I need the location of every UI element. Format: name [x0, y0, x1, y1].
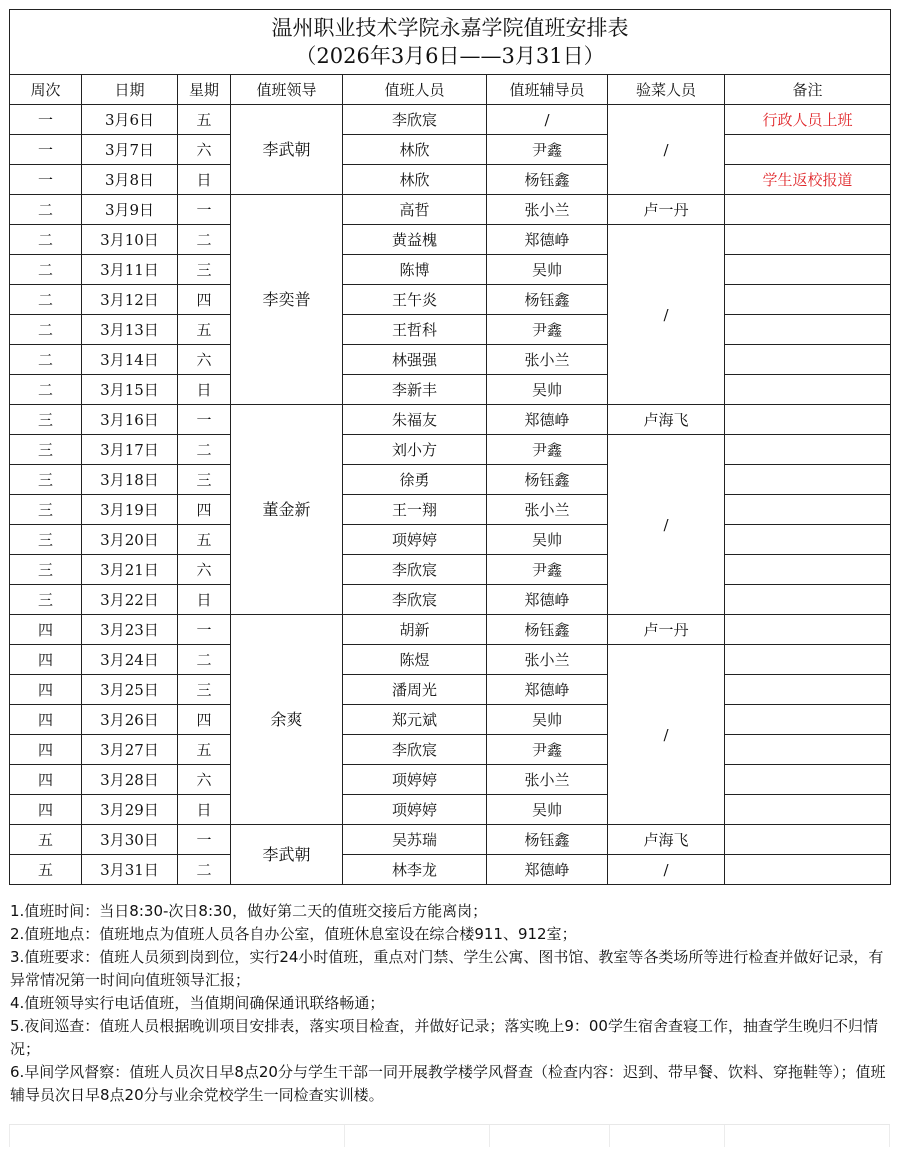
header-week: 周次	[10, 75, 82, 105]
staff-cell: 项婷婷	[343, 765, 487, 795]
date-cell: 3月28日	[82, 765, 178, 795]
remark-cell	[725, 705, 891, 735]
counselor-cell: 杨钰鑫	[487, 465, 608, 495]
date-cell: 3月21日	[82, 555, 178, 585]
table-row	[10, 855, 891, 885]
table-row	[10, 765, 891, 795]
date-cell: 3月29日	[82, 795, 178, 825]
leader-cell: 李武朝	[231, 825, 343, 885]
weekday-cell: 六	[178, 345, 231, 375]
weekday-cell: 一	[178, 195, 231, 225]
staff-cell: 高哲	[343, 195, 487, 225]
weekday-cell: 四	[178, 495, 231, 525]
week-cell: 一	[10, 135, 82, 165]
remark-cell: 学生返校报道	[725, 165, 891, 195]
counselor-cell: 杨钰鑫	[487, 825, 608, 855]
note-item: 1.值班时间：当日8:30-次日8:30，做好第二天的值班交接后方能离岗；	[10, 902, 488, 920]
table-row	[10, 825, 891, 855]
counselor-cell: 郑德峥	[487, 405, 608, 435]
counselor-cell: 杨钰鑫	[487, 285, 608, 315]
table-row	[10, 375, 891, 405]
note-item: 4.值班领导实行电话值班，当值期间确保通讯联络畅通；	[10, 994, 385, 1012]
week-cell: 四	[10, 795, 82, 825]
staff-cell: 吴苏瑞	[343, 825, 487, 855]
date-cell: 3月14日	[82, 345, 178, 375]
staff-cell: 朱福友	[343, 405, 487, 435]
table-row	[10, 465, 891, 495]
counselor-cell: 尹鑫	[487, 555, 608, 585]
remark-cell	[725, 795, 891, 825]
remark-cell	[725, 855, 891, 885]
week-cell: 一	[10, 165, 82, 195]
staff-cell: 王哲科	[343, 315, 487, 345]
date-cell: 3月20日	[82, 525, 178, 555]
remark-cell	[725, 525, 891, 555]
table-row	[10, 615, 891, 645]
week-cell: 二	[10, 285, 82, 315]
staff-cell: 黄益槐	[343, 225, 487, 255]
staff-cell: 项婷婷	[343, 795, 487, 825]
weekday-cell: 二	[178, 855, 231, 885]
date-cell: 3月24日	[82, 645, 178, 675]
table-row	[10, 645, 891, 675]
counselor-cell: 张小兰	[487, 645, 608, 675]
table-row	[10, 105, 891, 135]
staff-cell: 项婷婷	[343, 525, 487, 555]
note-item: 5.夜间巡查：值班人员根据晚训项目安排表，落实项目检查，并做好记录；落实晚上9：00学生宿舍查寝工作，抽查学生晚归不归情况；	[10, 1017, 878, 1058]
week-cell: 三	[10, 525, 82, 555]
staff-cell: 李欣宸	[343, 735, 487, 765]
weekday-cell: 二	[178, 225, 231, 255]
weekday-cell: 四	[178, 285, 231, 315]
date-cell: 3月22日	[82, 585, 178, 615]
date-cell: 3月26日	[82, 705, 178, 735]
weekday-cell: 五	[178, 735, 231, 765]
date-cell: 3月16日	[82, 405, 178, 435]
week-cell: 四	[10, 645, 82, 675]
weekday-cell: 一	[178, 825, 231, 855]
remark-cell	[725, 405, 891, 435]
counselor-cell: 张小兰	[487, 495, 608, 525]
counselor-cell: 尹鑫	[487, 435, 608, 465]
staff-cell: 陈博	[343, 255, 487, 285]
week-cell: 二	[10, 255, 82, 285]
weekday-cell: 六	[178, 765, 231, 795]
staff-cell: 王午炎	[343, 285, 487, 315]
inspector-cell: /	[608, 645, 725, 825]
weekday-cell: 日	[178, 165, 231, 195]
counselor-cell: 吴帅	[487, 705, 608, 735]
week-cell: 二	[10, 345, 82, 375]
inspector-cell: 卢一丹	[608, 195, 725, 225]
date-cell: 3月10日	[82, 225, 178, 255]
weekday-cell: 四	[178, 705, 231, 735]
leader-cell: 李奕普	[231, 195, 343, 405]
header-date: 日期	[82, 75, 178, 105]
staff-cell: 林欣	[343, 135, 487, 165]
staff-cell: 郑元斌	[343, 705, 487, 735]
header-staff: 值班人员	[343, 75, 487, 105]
week-cell: 四	[10, 675, 82, 705]
counselor-cell: 郑德峥	[487, 855, 608, 885]
remark-cell	[725, 225, 891, 255]
table-header-row	[10, 75, 891, 105]
table-row	[10, 405, 891, 435]
staff-cell: 王一翔	[343, 495, 487, 525]
header-weekday: 星期	[178, 75, 231, 105]
counselor-cell: 吴帅	[487, 375, 608, 405]
week-cell: 四	[10, 765, 82, 795]
weekday-cell: 六	[178, 555, 231, 585]
note-item: 3.值班要求：值班人员须到岗到位，实行24小时值班，重点对门禁、学生公寓、图书馆、教室等各类场所等进行检查并做好记录，有异常情况第一时间向值班领导汇报；	[10, 948, 884, 989]
counselor-cell: 张小兰	[487, 195, 608, 225]
date-cell: 3月13日	[82, 315, 178, 345]
remark-cell: 行政人员上班	[725, 105, 891, 135]
table-row	[10, 705, 891, 735]
staff-cell: 潘周光	[343, 675, 487, 705]
remark-cell	[725, 645, 891, 675]
weekday-cell: 五	[178, 315, 231, 345]
staff-cell: 徐勇	[343, 465, 487, 495]
inspector-cell: 卢海飞	[608, 405, 725, 435]
weekday-cell: 一	[178, 615, 231, 645]
table-row	[10, 435, 891, 465]
weekday-cell: 五	[178, 525, 231, 555]
table-row	[10, 525, 891, 555]
week-cell: 三	[10, 405, 82, 435]
header-leader: 值班领导	[231, 75, 343, 105]
inspector-cell: 卢海飞	[608, 825, 725, 855]
duty-notes	[10, 900, 890, 1107]
leader-cell: 余爽	[231, 615, 343, 825]
date-cell: 3月17日	[82, 435, 178, 465]
remark-cell	[725, 285, 891, 315]
title-line-1: 温州职业技术学院永嘉学院值班安排表	[271, 16, 629, 40]
counselor-cell: 杨钰鑫	[487, 165, 608, 195]
staff-cell: 林强强	[343, 345, 487, 375]
week-cell: 一	[10, 105, 82, 135]
table-row	[10, 555, 891, 585]
counselor-cell: 郑德峥	[487, 585, 608, 615]
week-cell: 二	[10, 225, 82, 255]
week-cell: 四	[10, 735, 82, 765]
date-cell: 3月23日	[82, 615, 178, 645]
table-row	[10, 225, 891, 255]
week-cell: 二	[10, 195, 82, 225]
faint-grid-remnant	[9, 1124, 890, 1147]
week-cell: 三	[10, 495, 82, 525]
staff-cell: 李新丰	[343, 375, 487, 405]
remark-cell	[725, 435, 891, 465]
date-cell: 3月18日	[82, 465, 178, 495]
inspector-cell: 卢一丹	[608, 615, 725, 645]
remark-cell	[725, 555, 891, 585]
remark-cell	[725, 825, 891, 855]
remark-cell	[725, 345, 891, 375]
remark-cell	[725, 315, 891, 345]
remark-cell	[725, 585, 891, 615]
header-counselor: 值班辅导员	[487, 75, 608, 105]
staff-cell: 林李龙	[343, 855, 487, 885]
weekday-cell: 三	[178, 255, 231, 285]
remark-cell	[725, 735, 891, 765]
week-cell: 三	[10, 555, 82, 585]
remark-cell	[725, 375, 891, 405]
date-cell: 3月9日	[82, 195, 178, 225]
staff-cell: 陈煜	[343, 645, 487, 675]
date-cell: 3月19日	[82, 495, 178, 525]
date-cell: 3月6日	[82, 105, 178, 135]
remark-cell	[725, 465, 891, 495]
date-cell: 3月31日	[82, 855, 178, 885]
weekday-cell: 日	[178, 375, 231, 405]
date-cell: 3月15日	[82, 375, 178, 405]
leader-cell: 董金新	[231, 405, 343, 615]
date-cell: 3月12日	[82, 285, 178, 315]
week-cell: 三	[10, 435, 82, 465]
remark-cell	[725, 615, 891, 645]
counselor-cell: /	[487, 105, 608, 135]
inspector-cell: /	[608, 435, 725, 615]
date-cell: 3月11日	[82, 255, 178, 285]
weekday-cell: 日	[178, 795, 231, 825]
weekday-cell: 三	[178, 465, 231, 495]
table-row	[10, 285, 891, 315]
table-row	[10, 735, 891, 765]
staff-cell: 李欣宸	[343, 105, 487, 135]
counselor-cell: 吴帅	[487, 795, 608, 825]
weekday-cell: 一	[178, 405, 231, 435]
remark-cell	[725, 675, 891, 705]
weekday-cell: 五	[178, 105, 231, 135]
week-cell: 四	[10, 615, 82, 645]
note-item: 6.早间学风督察：值班人员次日早8点20分与学生干部一同开展教学楼学风督查（检查内容：迟到、带早餐、饮料、穿拖鞋等）；值班辅导员次日早8点20分与业余党校学生一同检查实训楼。	[10, 1063, 886, 1104]
weekday-cell: 六	[178, 135, 231, 165]
counselor-cell: 吴帅	[487, 525, 608, 555]
counselor-cell: 尹鑫	[487, 135, 608, 165]
duty-schedule-table	[9, 9, 891, 885]
duty-schedule-sheet	[9, 9, 890, 885]
counselor-cell: 尹鑫	[487, 315, 608, 345]
title-line-2: （2026年3月6日——3月31日）	[295, 44, 605, 68]
weekday-cell: 三	[178, 675, 231, 705]
counselor-cell: 张小兰	[487, 345, 608, 375]
staff-cell: 刘小方	[343, 435, 487, 465]
counselor-cell: 郑德峥	[487, 225, 608, 255]
week-cell: 二	[10, 315, 82, 345]
table-row	[10, 195, 891, 225]
week-cell: 三	[10, 585, 82, 615]
date-cell: 3月30日	[82, 825, 178, 855]
inspector-cell: /	[608, 105, 725, 195]
header-remark: 备注	[725, 75, 891, 105]
table-row	[10, 255, 891, 285]
counselor-cell: 吴帅	[487, 255, 608, 285]
weekday-cell: 二	[178, 645, 231, 675]
remark-cell	[725, 495, 891, 525]
counselor-cell: 尹鑫	[487, 735, 608, 765]
table-row	[10, 585, 891, 615]
leader-cell: 李武朝	[231, 105, 343, 195]
table-row	[10, 795, 891, 825]
table-row	[10, 495, 891, 525]
header-inspector: 验菜人员	[608, 75, 725, 105]
staff-cell: 李欣宸	[343, 585, 487, 615]
staff-cell: 李欣宸	[343, 555, 487, 585]
date-cell: 3月8日	[82, 165, 178, 195]
remark-cell	[725, 195, 891, 225]
page-title	[10, 10, 891, 75]
date-cell: 3月7日	[82, 135, 178, 165]
inspector-cell: /	[608, 225, 725, 405]
weekday-cell: 日	[178, 585, 231, 615]
weekday-cell: 二	[178, 435, 231, 465]
staff-cell: 林欣	[343, 165, 487, 195]
remark-cell	[725, 135, 891, 165]
week-cell: 五	[10, 855, 82, 885]
week-cell: 五	[10, 825, 82, 855]
date-cell: 3月25日	[82, 675, 178, 705]
week-cell: 四	[10, 705, 82, 735]
week-cell: 三	[10, 465, 82, 495]
counselor-cell: 杨钰鑫	[487, 615, 608, 645]
counselor-cell: 张小兰	[487, 765, 608, 795]
note-item: 2.值班地点：值班地点为值班人员各自办公室，值班休息室设在综合楼911、912室；	[10, 925, 577, 943]
table-row	[10, 165, 891, 195]
date-cell: 3月27日	[82, 735, 178, 765]
week-cell: 二	[10, 375, 82, 405]
table-row	[10, 675, 891, 705]
table-row	[10, 135, 891, 165]
remark-cell	[725, 765, 891, 795]
staff-cell: 胡新	[343, 615, 487, 645]
inspector-cell: /	[608, 855, 725, 885]
counselor-cell: 郑德峥	[487, 675, 608, 705]
table-row	[10, 315, 891, 345]
remark-cell	[725, 255, 891, 285]
table-row	[10, 345, 891, 375]
